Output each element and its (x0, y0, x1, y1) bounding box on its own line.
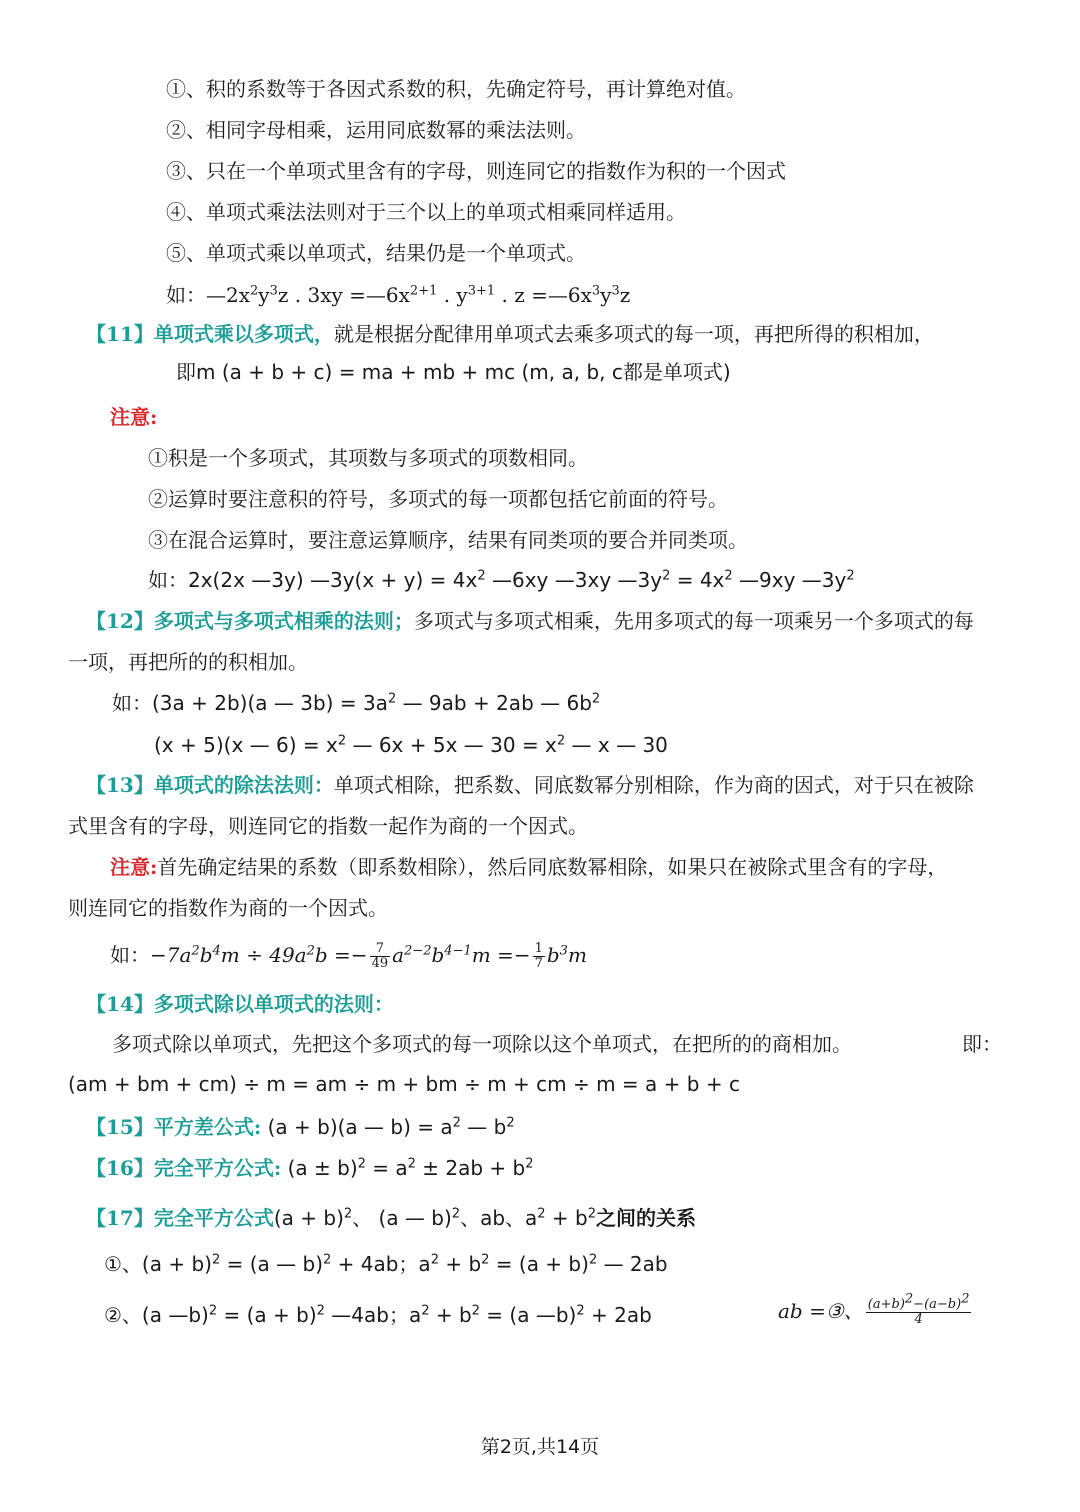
section-11-note-label: 注意: (110, 405, 158, 429)
section-11-note-2: ②运算时要注意积的符号，多项式的每一项都包括它前面的符号。 (148, 487, 728, 511)
rule-2: ②、相同字母相乘，运用同底数幂的乘法法则。 (166, 118, 586, 142)
page-footer: 第2页,共14页 (480, 1436, 600, 1458)
section-14-formula: (am + bm + cm) ÷ m = am ÷ m + bm ÷ m + cm ÷ m = a + b + c (68, 1072, 740, 1096)
section-14-heading: 【14】多项式除以单项式的法则： (86, 992, 394, 1016)
section-13-note: 注意:首先确定结果的系数（即系数相除），然后同底数幂相除，如果只在被除式里含有的字母， (110, 855, 948, 879)
section-15: 【15】平方差公式: (a + b)(a — $b) = a^2$ — $b^2$ (86, 1115, 515, 1139)
section-11-heading: 【11】单项式乘以多项式，就是根据分配律用单项式去乘多项式的每一项，再把所得的积相加， (86, 322, 934, 346)
fraction-1-7: $\frac{1}{7}$ (534, 941, 543, 971)
rule-1: ①、积的系数等于各因式系数的积，先确定符号，再计算绝对值。 (166, 77, 746, 101)
section-11-example: 如：2x(2x —3y) —3y(x + $y) = 4x^2$ —6xy —3xy $—3y^2 = 4x^2$ —9xy $—3y^2$ (148, 568, 855, 592)
section-11-note-3: ③在混合运算时，要注意运算顺序，结果有同类项的要合并同类项。 (148, 528, 748, 552)
section-12-text: 一项，再把所的的积相加。 (68, 650, 308, 674)
section-17-line-2: ②、(a —b)$^2$ = $(a + b)^2$ —4ab；$a^2 + b^2 = (a$ —b)$^2$ + 2ab (104, 1303, 652, 1327)
section-12-example-1: 如：(3a + 2b)(a — $3b) = 3a^2$ — 9ab + 2ab — $6b^2$ (112, 691, 601, 715)
section-13-heading: 【13】单项式的除法法则：单项式相除，把系数、同底数幂分别相除，作为商的因式，对于只在被除 (86, 773, 974, 797)
rule-3: ③、只在一个单项式里含有的字母，则连同它的指数作为积的一个因式 (166, 159, 786, 183)
section-13-example: 如：$-7a^2b^4m \div 49a^2b$ =− $\frac{7}{49}$ $a^{2-2}b^{4-1}m$ =− $\frac{1}{7}$ $b^3m$ (110, 941, 587, 971)
fraction-7-49: $\frac{7}{49}$ (371, 941, 389, 971)
section-12-heading: 【12】多项式与多项式相乘的法则；多项式与多项式相乘，先用多项式的每一项乘另一个多项式的每 (86, 609, 974, 633)
section-12-example-2: (x + 5)(x — $6) = x^2$ — 6x + 5x — $30 = x^2$ — x — 30 (154, 733, 668, 757)
section-17-line-3: ab =③、 $\frac{(a+b)^2-(a-b)^2}{4}$ (778, 1291, 970, 1327)
section-17-heading: 【17】完全平方公式$(a + b)^2$、 (a — b)$^2$、ab、$a^2 + b^2$之间的关系 (86, 1206, 697, 1230)
example-monomial: 如：$—2x^2y^3z$ . $3xy =—6x^{2+1}$ . $y^{3+1}$ . $z =—6x^3y^3z$ (166, 283, 631, 307)
rule-4: ④、单项式乘法法则对于三个以上的单项式相乘同样适用。 (166, 200, 686, 224)
section-13-text: 式里含有的字母，则连同它的指数一起作为商的一个因式。 (68, 814, 588, 838)
section-14-text: 多项式除以单项式，先把这个多项式的每一项除以这个单项式，在把所的的商相加。 (112, 1032, 852, 1056)
section-17-line-1: ①、$(a + b)^2 = (a$ — b)$^2$ + 4ab；$a^2 + b^2 = (a + b)^2$ — 2ab (104, 1252, 668, 1276)
section-13-note-2: 则连同它的指数作为商的一个因式。 (68, 896, 388, 920)
section-14-ji: 即： (962, 1032, 1002, 1056)
section-11-formula: 即m (a + b + c) = ma + mb + mc (m, a, b, c都是单项式) (176, 360, 731, 384)
section-16: 【16】完全平方公式: $(a \pm b)^2 = a^2 \pm 2ab + b^2$ (86, 1156, 534, 1180)
fraction-ab: $\frac{(a+b)^2-(a-b)^2}{4}$ (867, 1291, 970, 1327)
rule-5: ⑤、单项式乘以单项式，结果仍是一个单项式。 (166, 241, 586, 265)
section-11-note-1: ①积是一个多项式，其项数与多项式的项数相同。 (148, 446, 588, 470)
